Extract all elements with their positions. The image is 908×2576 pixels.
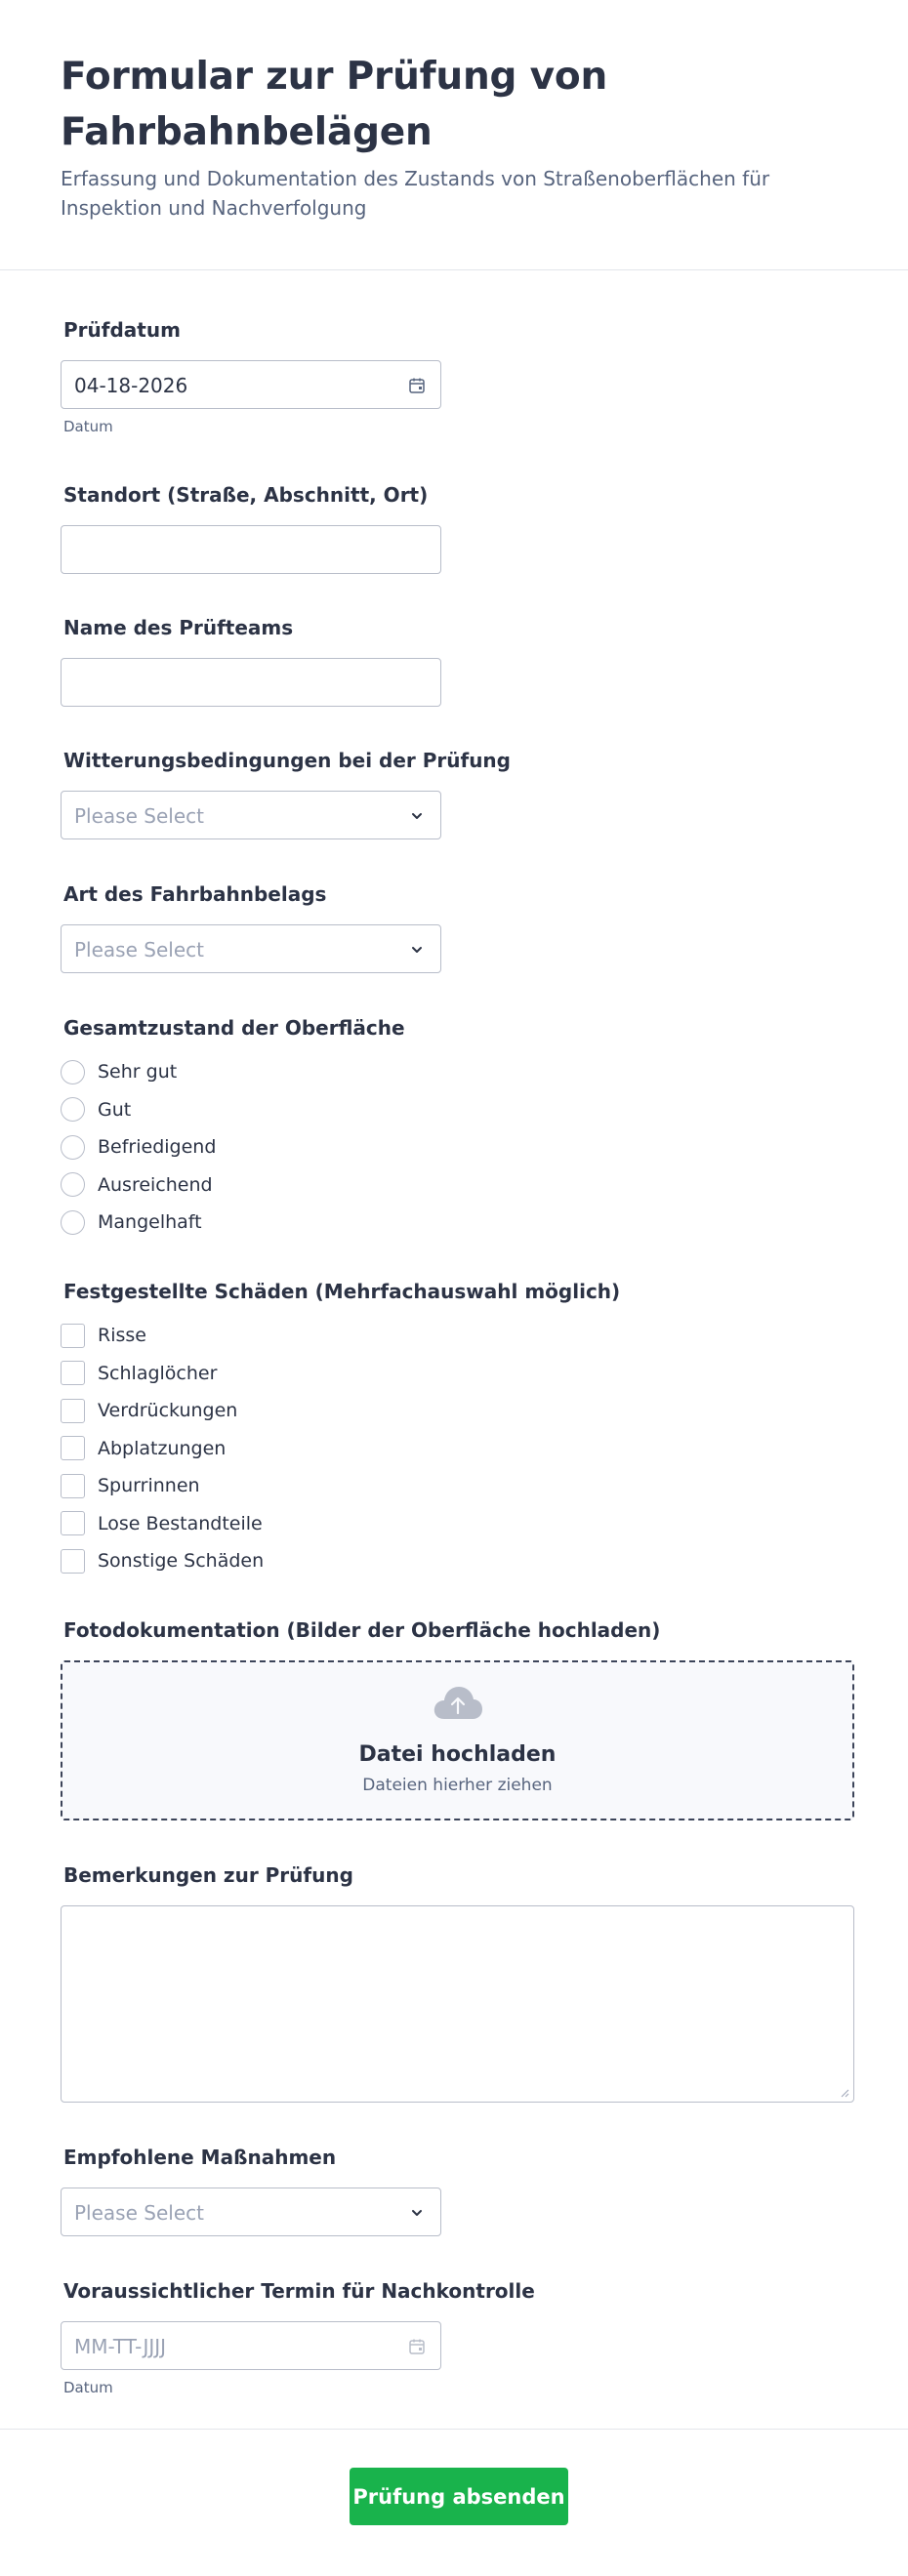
checkbox-group (61, 1317, 620, 1580)
witterung-select[interactable] (61, 791, 441, 839)
chevron-down-icon (407, 806, 427, 826)
select-placeholder: Please Select (74, 938, 204, 961)
belagsart-select[interactable] (61, 924, 441, 973)
standort-input[interactable] (61, 525, 441, 574)
radio-group (61, 1053, 405, 1242)
chevron-down-icon (407, 940, 427, 960)
field-standort (61, 482, 441, 574)
option-label: Risse (98, 1325, 146, 1347)
checkbox[interactable] (61, 1436, 85, 1460)
checkbox[interactable] (61, 1361, 85, 1385)
option-label: Befriedigend (98, 1136, 217, 1159)
field-sublabel: Datum (63, 418, 113, 435)
option-label: Sehr gut (98, 1061, 178, 1084)
radio-button[interactable] (61, 1210, 85, 1235)
option-label: Ausreichend (98, 1173, 213, 1196)
field-schaeden (61, 1279, 620, 1580)
select-placeholder: Please Select (74, 804, 204, 828)
date-placeholder: MM-TT-JJJJ (74, 2335, 167, 2358)
pruefdatum-input[interactable] (61, 360, 441, 409)
radio-button[interactable] (61, 1135, 85, 1160)
field-label: Gesamtzustand der Oberfläche (63, 1016, 405, 1040)
upload-title: Datei hochladen (358, 1742, 557, 1767)
pruefteam-input[interactable] (61, 658, 441, 707)
radio-button[interactable] (61, 1097, 85, 1122)
massnahmen-select[interactable] (61, 2188, 441, 2236)
checkbox[interactable] (61, 1399, 85, 1423)
form-footer (0, 2429, 908, 2576)
form-header (0, 0, 908, 270)
field-witterung (61, 748, 511, 839)
nachkontrolle-input[interactable] (61, 2321, 441, 2370)
date-value: 04-18-2026 (74, 374, 188, 397)
field-pruefteam (61, 615, 441, 707)
option-label: Spurrinnen (98, 1475, 200, 1497)
upload-hint: Dateien hierher ziehen (362, 1776, 553, 1795)
field-label: Empfohlene Maßnahmen (63, 2146, 337, 2169)
field-pruefdatum (61, 317, 441, 435)
checkbox[interactable] (61, 1549, 85, 1574)
resize-grip-icon[interactable] (840, 2088, 849, 2098)
option-label: Mangelhaft (98, 1211, 202, 1234)
radio-option[interactable] (61, 1128, 405, 1166)
field-belagsart (61, 881, 441, 973)
field-label: Name des Prüfteams (63, 616, 294, 639)
checkbox-option[interactable] (61, 1355, 620, 1393)
field-label: Fotodokumentation (Bilder der Oberfläche hochladen) (63, 1618, 661, 1642)
select-placeholder: Please Select (74, 2201, 204, 2225)
option-label: Abplatzungen (98, 1437, 227, 1459)
option-label: Schlaglöcher (98, 1362, 218, 1384)
field-bemerkungen (61, 1862, 854, 2103)
option-label: Sonstige Schäden (98, 1550, 265, 1573)
checkbox-option[interactable] (61, 1505, 620, 1543)
field-label: Bemerkungen zur Prüfung (63, 1863, 353, 1887)
field-sublabel: Datum (63, 2379, 113, 2396)
field-label: Standort (Straße, Abschnitt, Ort) (63, 483, 429, 507)
checkbox-option[interactable] (61, 1542, 620, 1580)
option-label: Gut (98, 1098, 132, 1121)
field-massnahmen (61, 2145, 441, 2236)
bemerkungen-textarea[interactable] (61, 1905, 854, 2103)
option-label: Lose Bestandteile (98, 1512, 263, 1534)
field-fotodokumentation (61, 1617, 854, 1820)
calendar-icon[interactable] (407, 376, 427, 395)
field-label: Art des Fahrbahnbelags (63, 882, 327, 906)
option-label: Verdrückungen (98, 1400, 238, 1422)
checkbox[interactable] (61, 1474, 85, 1498)
checkbox-option[interactable] (61, 1430, 620, 1468)
field-label: Witterungsbedingungen bei der Prüfung (63, 749, 511, 772)
field-nachkontrolle (61, 2278, 535, 2396)
checkbox-option[interactable] (61, 1467, 620, 1505)
radio-option[interactable] (61, 1053, 405, 1091)
field-gesamtzustand (61, 1015, 405, 1242)
page-title: Formular zur Prüfung von Fahrbahnbelägen (61, 55, 608, 154)
radio-option[interactable] (61, 1166, 405, 1205)
field-label: Voraussichtlicher Termin für Nachkontrolle (63, 2279, 535, 2303)
chevron-down-icon (407, 2203, 427, 2223)
radio-option[interactable] (61, 1204, 405, 1242)
page-subtitle: Erfassung und Dokumentation des Zustands von Straßenoberflächen für Inspektion und Nachverfolgung (61, 167, 770, 220)
radio-button[interactable] (61, 1060, 85, 1084)
file-upload-dropzone[interactable] (61, 1660, 854, 1820)
checkbox[interactable] (61, 1324, 85, 1348)
submit-button[interactable]: Prüfung absenden (350, 2468, 568, 2525)
cloud-upload-icon (433, 1684, 483, 1723)
checkbox[interactable] (61, 1511, 85, 1535)
radio-button[interactable] (61, 1172, 85, 1197)
radio-option[interactable] (61, 1091, 405, 1129)
field-label: Prüfdatum (63, 318, 181, 342)
checkbox-option[interactable] (61, 1317, 620, 1355)
calendar-icon[interactable] (407, 2337, 427, 2356)
checkbox-option[interactable] (61, 1392, 620, 1430)
field-label: Festgestellte Schäden (Mehrfachauswahl möglich) (63, 1280, 621, 1303)
